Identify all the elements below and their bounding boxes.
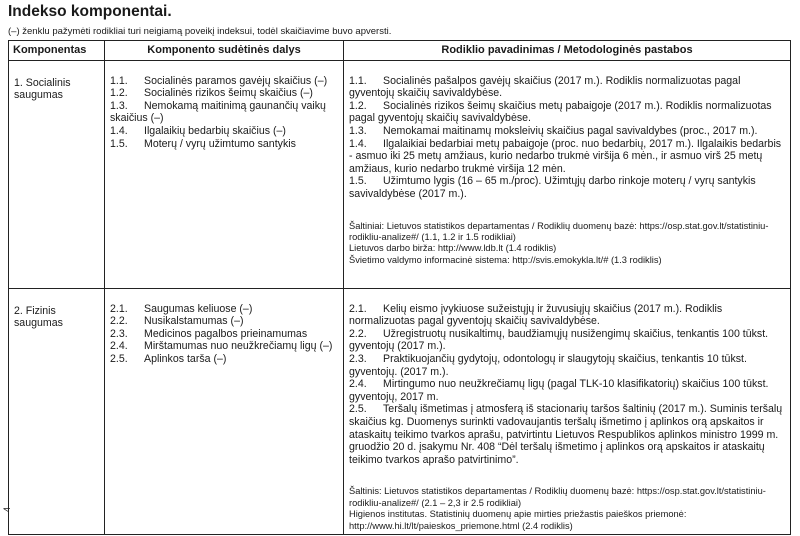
header-component: Komponentas: [9, 41, 105, 61]
part-item: 1.4. Ilgalaikių bedarbių skaičius (–): [110, 124, 286, 137]
table-header-row: [9, 41, 791, 61]
footnote-legend: (–) ženklu pažymėti rodikliai turi neigiamą poveikį indeksui, todėl skaičiavime buvo apversti.: [8, 26, 392, 37]
part-item: 1.1. Socialinės paramos gavėjų skaičius (–): [110, 74, 328, 87]
parts-cell: [105, 60, 344, 288]
part-item: 1.3. Nemokamą maitinimą gaunančių vaikų skaičius (–): [110, 99, 326, 125]
part-item: 1.2. Socialinės rizikos šeimų skaičius (–): [110, 87, 313, 100]
indicator-item: 1.4. Ilgalaikiai bedarbiai metų pabaigoje (proc. nuo bedarbių, 2017 m.). Ilgalaikis bedarbis - asmuo iki 25 metų amžiaus, kurio nedarbo trukmė viršija 6 mėn., ir asmuo virš 25 metų amžiaus, kurio nedarbo trukmė viršija 12 mėn.: [349, 137, 782, 175]
component-cell: 2. Fizinis saugumas: [9, 288, 105, 534]
component-cell: 1. Socialinis saugumas: [9, 60, 105, 288]
indicator-item: 2.5. Teršalų išmetimas į atmosferą iš stacionarių taršos šaltinių (2017 m.). Suminis teršalų skaičius kg. Duomenys surinkti vadovaujantis teršalų išmetimo į aplinkos orą apskaitos ir ataskaitų teikimo tvarkos aprašu, patvirtintu Lietuvos Respublikos aplinkos ministro 1999 m. gruodžio 20 d. įsakymu Nr. 408 “Dėl teršalų išmetimo į aplinkos orą apskaitos ir ataskaitų teikimo tvarkos aprašo patvirtinimo”.: [349, 403, 783, 466]
table-row: [9, 288, 791, 534]
indicator-item: 2.2. Užregistruotų nusikaltimų, baudžiamųjų nusižengimų skaičius, tenkantis 100 tūkst. gyventojų (2017 m.).: [349, 327, 769, 353]
indicator-item: 1.3. Nemokamai maitinamų moksleivių skaičius pagal savivaldybes (proc., 2017 m.).: [349, 124, 758, 137]
indicator-item: 2.4. Mirtingumo nuo neužkrečiamų ligų (pagal TLK-10 klasifikatorių) skaičius 100 tūkst. gyventojų, 2017 m.: [349, 378, 769, 403]
source-line: Švietimo valdymo informacinė sistema: http://svis.emokykla.lt/# (1.3 rodiklis): [349, 254, 662, 265]
source-line: Lietuvos darbo birža: http://www.ldb.lt (1.4 rodiklis): [349, 243, 557, 254]
indicator-item: 1.2. Socialinės rizikos šeimų skaičius metų pabaigoje (2017 m.). Rodiklis normalizuotas pagal gyventojų skaičių savivaldybėse.: [349, 99, 772, 125]
components-table: [8, 40, 791, 535]
part-item: 2.3. Medicinos pagalbos prieinamumas: [110, 327, 308, 340]
source-line: Šaltiniai: Lietuvos statistikos departamentas / Rodiklių duomenų bazė: https://osp.stat.gov.lt/statistiniu-rodikliu-analize#/ (1.1, 1.2 ir 1.5 rodikliai): [349, 220, 769, 242]
source-line: Higienos institutas. Statistinių duomenų apie mirties priežastis paieškos priemonė: http://www.hi.lt/lt/paieskos_priemone.html (2.4 rodiklis): [349, 509, 687, 531]
source-line: Šaltinis: Lietuvos statistikos departamentas / Rodiklių duomenų bazė: https://osp.stat.gov.lt/statistiniu-rodikliu-analize#/ (2.1 – 2,3 ir 2.5 rodikliai): [349, 486, 766, 508]
part-item: 2.4. Mirštamumas nuo neužkrečiamų ligų (–): [110, 340, 333, 353]
indicator-item: 1.5. Užimtumo lygis (16 – 65 m./proc). Užimtųjų darbo rinkoje moterų / vyrų santykis savivaldybėse (2017 m.).: [349, 175, 756, 200]
table-row: [9, 60, 791, 288]
part-item: 2.2. Nusikalstamumas (–): [110, 315, 244, 328]
page-number: 4: [2, 506, 12, 512]
indicator-item: 1.1. Socialinės pašalpos gavėjų skaičius (2017 m.). Rodiklis normalizuotas pagal gyventojų skaičių savivaldybėse.: [349, 74, 741, 100]
page-title: Indekso komponentai.: [8, 3, 172, 20]
indicator-item: 2.3. Praktikuojančių gydytojų, odontologų ir slaugytojų skaičius, tenkantis 10 tūkst. gyventojų. (2017 m.).: [349, 352, 747, 378]
part-item: 1.5. Moterų / vyrų užimtumo santykis: [110, 137, 296, 150]
sources-block: [349, 486, 785, 532]
indicators-cell: [344, 60, 791, 288]
indicator-item: 2.1. Kelių eismo įvykiuose sužeistųjų ir žuvusiųjų skaičius (2017 m.). Rodiklis normalizuotas pagal gyventojų skaičių savivaldybėse.: [349, 302, 723, 328]
header-parts: Komponento sudėtinės dalys: [105, 41, 344, 61]
part-item: 2.1. Saugumas keliuose (–): [110, 302, 253, 315]
part-item: 2.5. Aplinkos tarša (–): [110, 352, 227, 365]
sources-block: [349, 221, 785, 267]
indicators-cell: [344, 288, 791, 534]
parts-cell: [105, 288, 344, 534]
header-indicators: Rodiklio pavadinimas / Metodologinės pastabos: [344, 41, 791, 61]
